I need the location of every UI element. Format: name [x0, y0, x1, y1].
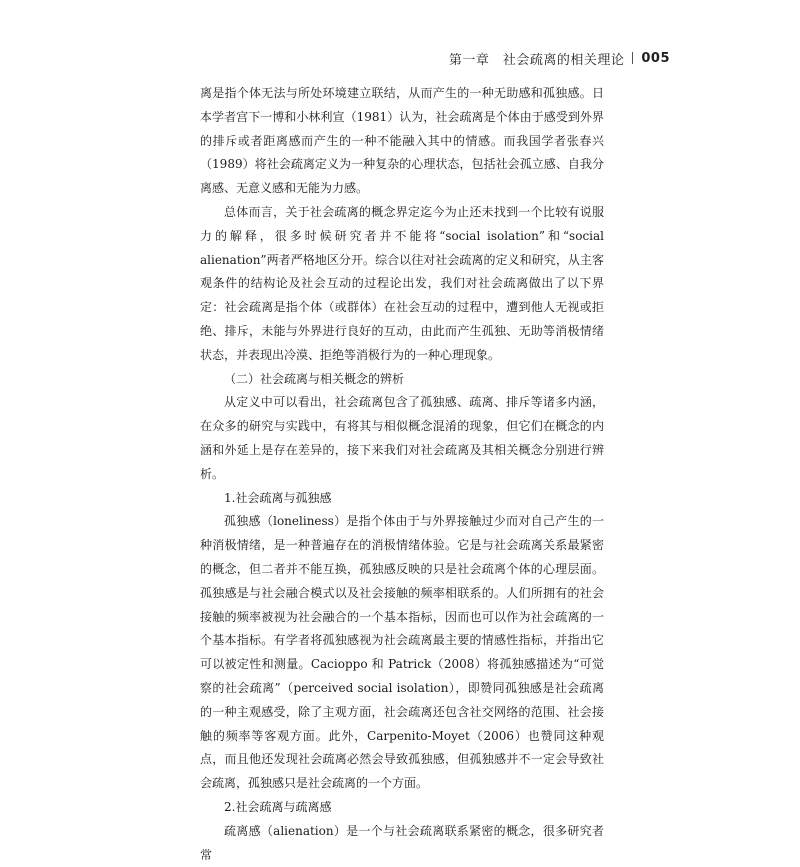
subsection-heading: 2.社会疏离与疏离感: [224, 799, 332, 814]
page-number: 005: [641, 50, 670, 66]
section-heading: （二）社会疏离与相关概念的辨析: [224, 371, 405, 386]
running-header: [449, 46, 670, 70]
paragraph: 总体而言，关于社会疏离的概念界定迄今为止还未找到一个比较有说服力的解释，很多时候研究者并不能将“social isolation”和“social alienation”两者严格地区分开。综合以往对社会疏离的定义和研究，从主客观条件的结构论及社会互动的过程论出发，我们对社会疏离做出了以下界定：社会疏离是指个体（或群体）在社会互动的过程中，遭到他人无视或拒绝、排斥，未能与外界进行良好的互动，由此而产生孤独、无助等消极情绪状态，并表现出冷漠、拒绝等消极行为的一种心理现象。: [200, 204, 604, 362]
paragraph: 孤独感（loneliness）是指个体由于与外界接触过少而对自己产生的一种消极情绪，是一种普遍存在的消极情绪体验。它是与社会疏离关系最紧密的概念，但二者并不能互换，孤独感反映的只是社会疏离个体的心理层面。孤独感是与社会融合模式以及社会接触的频率相联系的。人们所拥有的社会接触的频率被视为社会融合的一个基本指标，因而也可以作为社会疏离的一个基本指标。有学者将孤独感视为社会疏离最主要的情感性指标，并指出它可以被定性和测量。Cacioppo 和 Patrick（2008）将孤独感描述为“可觉察的社会疏离”（perceived social isolation），即赞同孤独感是社会疏离的一种主观感受，除了主观方面，社会疏离还包含社交网络的范围、社会接触的频率等客观方面。此外，Carpenito-Moyet（2006）也赞同这种观点，而且他还发现社会疏离必然会导致孤独感，但孤独感并不一定会导致社会疏离，孤独感只是社会疏离的一个方面。: [200, 514, 604, 791]
header-divider: [632, 52, 633, 64]
paragraph: 疏离感（alienation）是一个与社会疏离联系紧密的概念，很多研究者常: [200, 823, 604, 862]
paragraph: 从定义中可以看出，社会疏离包含了孤独感、疏离、排斥等诸多内涵，在众多的研究与实践中，有将其与相似概念混淆的现象，但它们在概念的内涵和外延上是存在差异的，接下来我们对社会疏离及其相关概念分别进行辨析。: [200, 395, 604, 481]
body-text: [200, 82, 604, 867]
chapter-title: 第一章 社会疏离的相关理论: [448, 52, 625, 68]
subsection-heading: 1.社会疏离与孤独感: [224, 490, 332, 505]
paragraph-continued: 离是指个体无法与所处环境建立联结，从而产生的一种无助感和孤独感。日本学者宫下一博和小林利宣（1981）认为，社会疏离是个体由于感受到外界的排斥或者距离感而产生的一种不能融入其中的情感。而我国学者张春兴（1989）将社会疏离定义为一种复杂的心理状态，包括社会孤立感、自我分离感、无意义感和无能为力感。: [200, 86, 604, 196]
